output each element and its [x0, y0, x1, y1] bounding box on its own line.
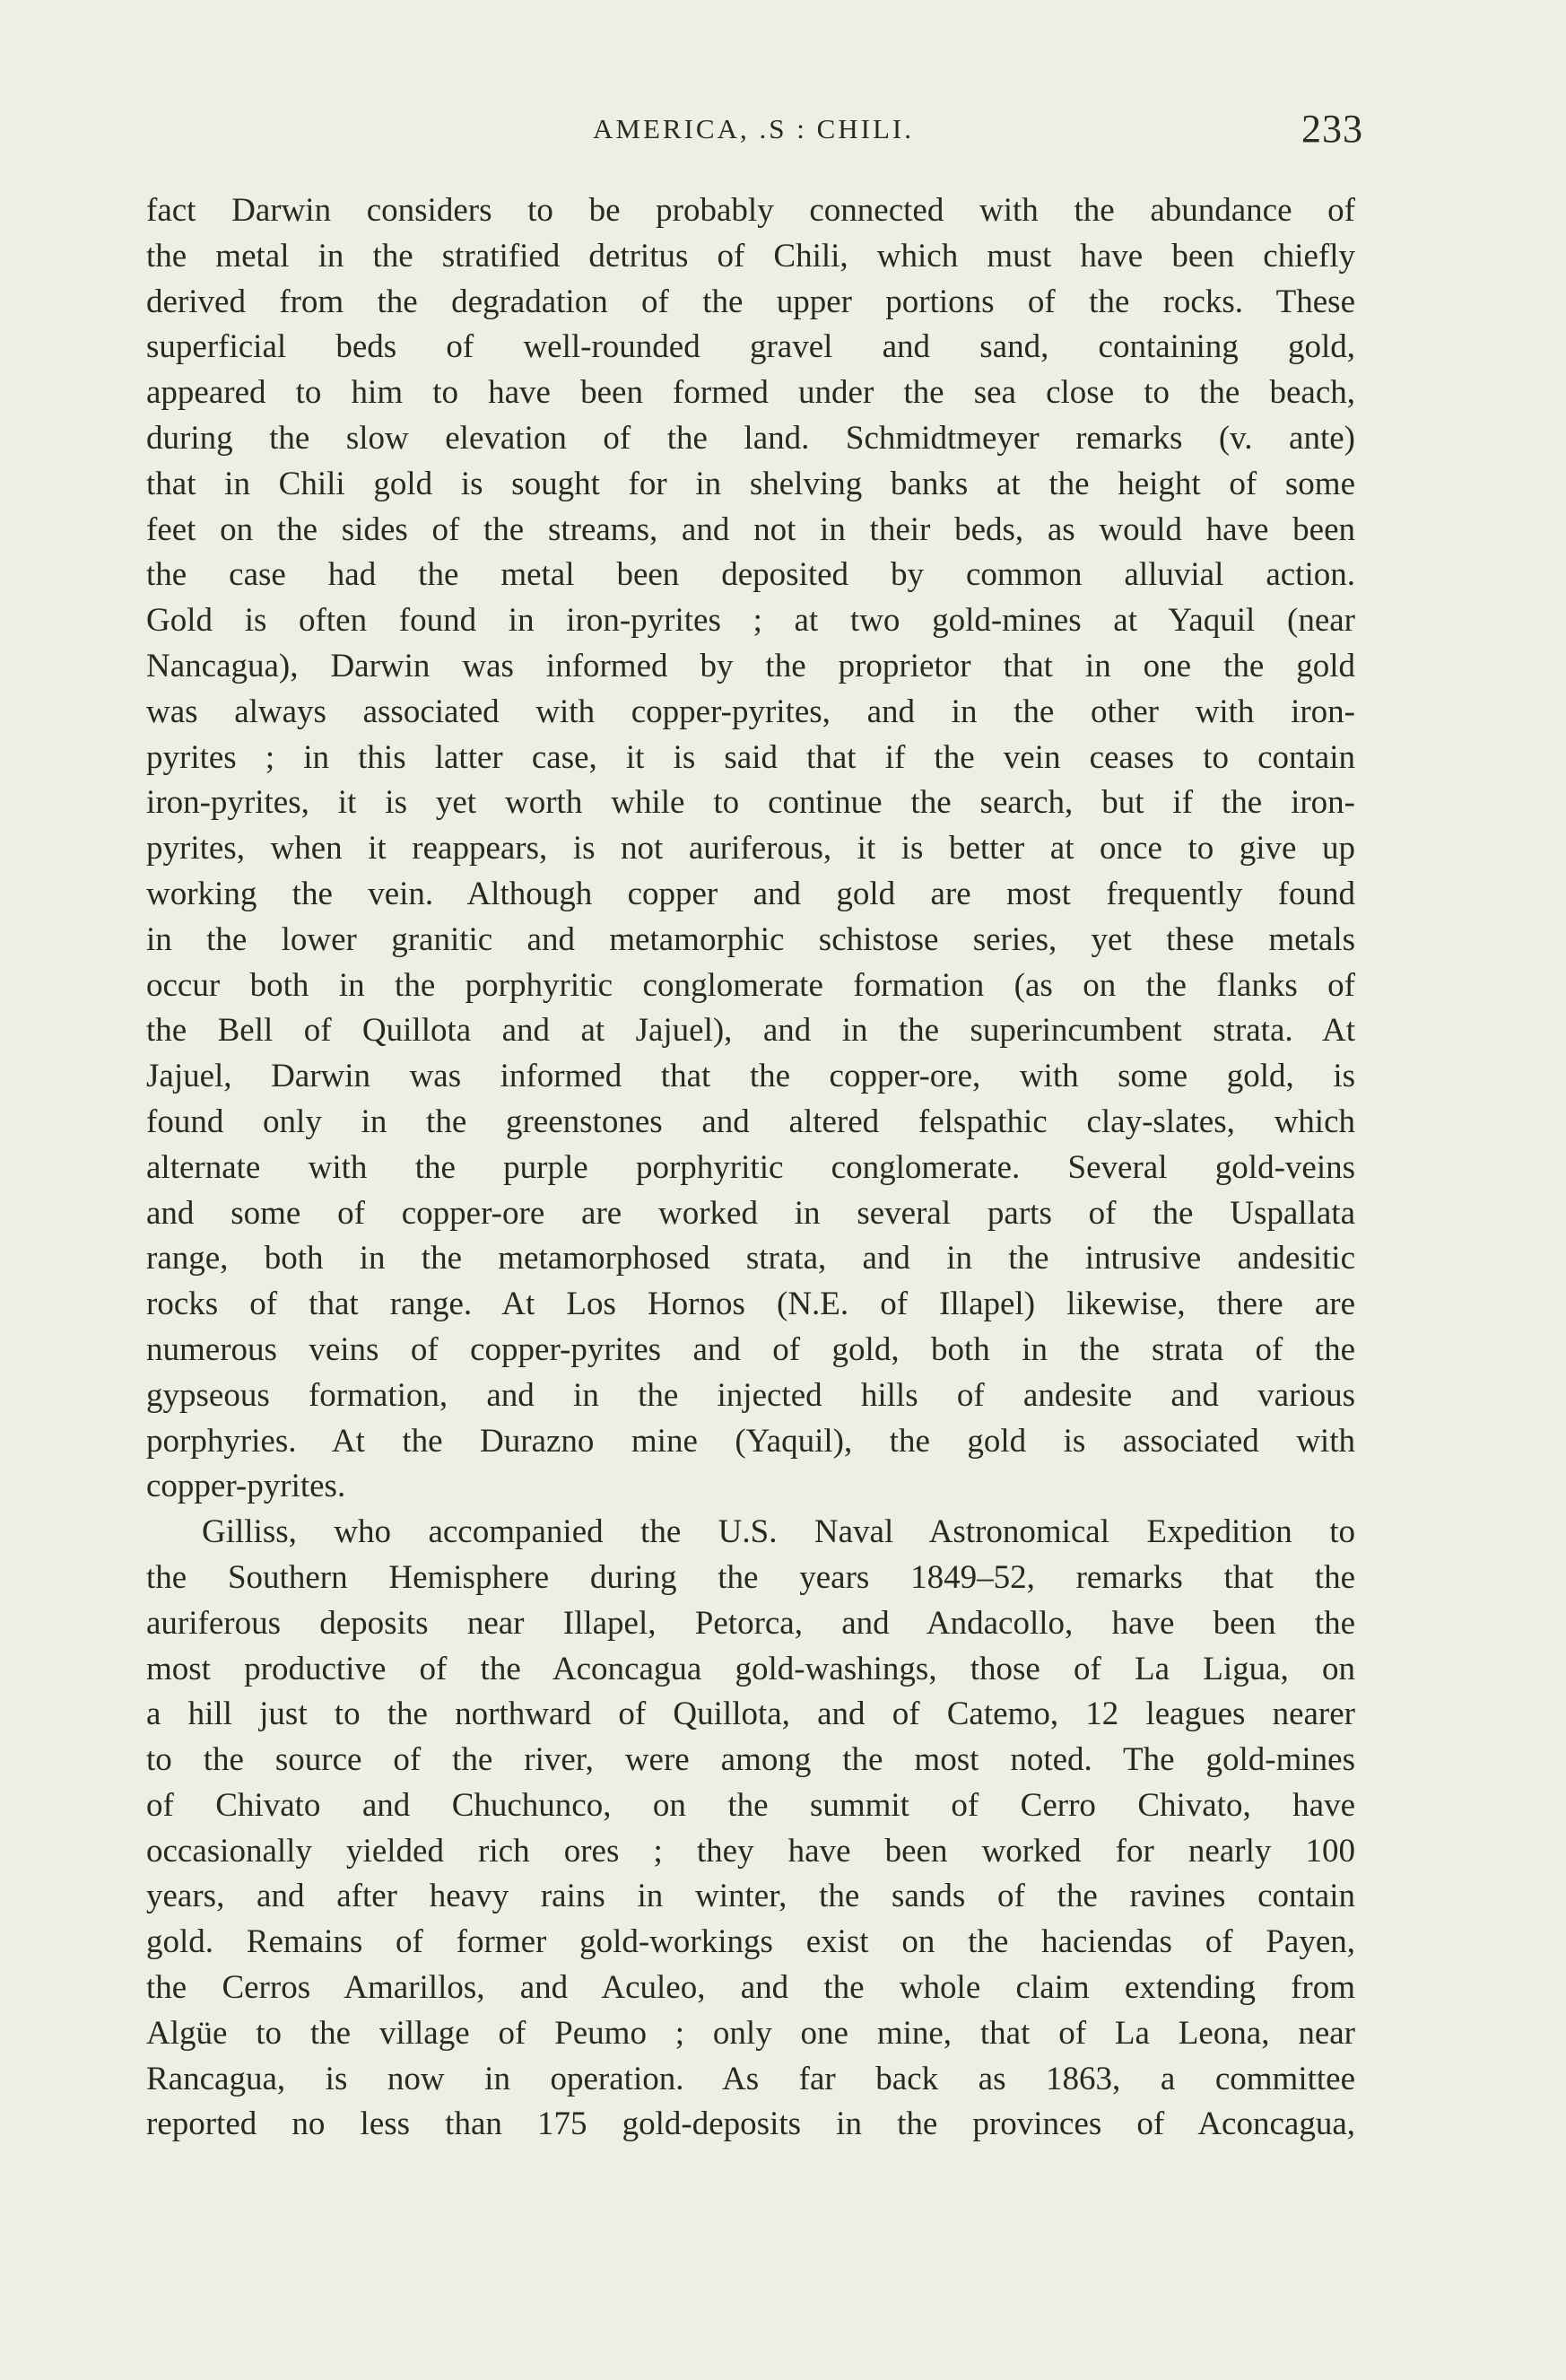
text-line: the Cerros Amarillos, and Aculeo, and the whole claim extending from — [146, 1969, 1355, 2007]
text-line: found only in the greenstones and altered felspathic clay-slates, which — [146, 1103, 1355, 1140]
text-line: occur both in the porphyritic conglomerate formation (as on the flanks of — [146, 966, 1355, 1004]
text-line: appeared to him to have been formed under the sea close to the beach, — [146, 374, 1355, 412]
text-line: Nancagua), Darwin was informed by the proprietor that in one the gold — [146, 647, 1355, 684]
text-line: most productive of the Aconcagua gold-washings, those of La Ligua, on — [146, 1650, 1355, 1687]
text-line: iron-pyrites, it is yet worth while to continue the search, but if the iron- — [146, 784, 1355, 822]
text-line: working the vein. Although copper and gold are most frequently found — [146, 875, 1355, 912]
page-number: 233 — [1301, 107, 1363, 151]
text-line: derived from the degradation of the upper portions of the rocks. These — [146, 283, 1355, 320]
text-line: the Bell of Quillota and at Jajuel), and in the superincumbent strata. At — [146, 1012, 1355, 1050]
text-line: occasionally yielded rich ores ; they have been worked for nearly 100 — [146, 1832, 1355, 1870]
text-line: porphyries. At the Durazno mine (Yaquil), the gold is associated with — [146, 1422, 1355, 1460]
text-line: pyrites ; in this latter case, it is said that if the vein ceases to contain — [146, 738, 1355, 776]
text-line: alternate with the purple porphyritic conglomerate. Several gold-veins — [146, 1148, 1355, 1186]
text-line: numerous veins of copper-pyrites and of gold, both in the strata of the — [146, 1330, 1355, 1368]
text-line: the case had the metal been deposited by common alluvial action. — [146, 556, 1355, 594]
text-line: range, both in the metamorphosed strata, and in the intrusive andesitic — [146, 1240, 1355, 1277]
text-line: to the source of the river, were among the most noted. The gold-mines — [146, 1741, 1355, 1779]
text-line: that in Chili gold is sought for in shelving banks at the height of some — [146, 465, 1355, 502]
text-line: Algüe to the village of Peumo ; only one mine, that of La Leona, near — [146, 2014, 1355, 2052]
text-line: reported no less than 175 gold-deposits in the provinces of Aconcagua, — [146, 2105, 1355, 2143]
text-line: feet on the sides of the streams, and not in their beds, as would have been — [146, 510, 1355, 548]
text-line: gypseous formation, and in the injected hills of andesite and various — [146, 1376, 1355, 1414]
text-line: Rancagua, is now in operation. As far back as 1863, a committee — [146, 2060, 1355, 2097]
text-line: pyrites, when it reappears, is not auriferous, it is better at once to give up — [146, 830, 1355, 867]
text-line: gold. Remains of former gold-workings exist on the haciendas of Payen, — [146, 1923, 1355, 1961]
paragraph-start-line: Gilliss, who accompanied the U.S. Naval Astronomical Expedition to — [202, 1513, 1355, 1551]
text-line: the Southern Hemisphere during the years 1849–52, remarks that the — [146, 1558, 1355, 1596]
text-line: during the slow elevation of the land. Schmidtmeyer remarks (v. ante) — [146, 419, 1355, 457]
text-line: and some of copper-ore are worked in several parts of the Uspallata — [146, 1194, 1355, 1232]
paragraph-end-line: copper-pyrites. — [146, 1468, 346, 1505]
text-line: Jajuel, Darwin was informed that the copper-ore, with some gold, is — [146, 1058, 1355, 1095]
text-line: Gold is often found in iron-pyrites ; at two gold-mines at Yaquil (near — [146, 602, 1355, 640]
text-line: was always associated with copper-pyrites, and in the other with iron- — [146, 693, 1355, 730]
text-line: fact Darwin considers to be probably connected with the abundance of — [146, 192, 1355, 229]
text-line: of Chivato and Chuchunco, on the summit of Cerro Chivato, have — [146, 1786, 1355, 1824]
text-line: auriferous deposits near Illapel, Petorca, and Andacollo, have been the — [146, 1604, 1355, 1642]
running-title: AMERICA, .S : CHILI. — [593, 113, 914, 144]
body-text — [146, 188, 1355, 2148]
text-line: a hill just to the northward of Quillota, and of Catemo, 12 leagues nearer — [146, 1696, 1355, 1733]
text-line: in the lower granitic and metamorphic schistose series, yet these metals — [146, 920, 1355, 958]
text-line: superficial beds of well-rounded gravel and sand, containing gold, — [146, 328, 1355, 366]
text-line: rocks of that range. At Los Hornos (N.E. of Illapel) likewise, there are — [146, 1286, 1355, 1323]
text-line: the metal in the stratified detritus of Chili, which must have been chiefly — [146, 237, 1355, 275]
text-line: years, and after heavy rains in winter, the sands of the ravines contain — [146, 1878, 1355, 1915]
running-head — [144, 106, 1363, 160]
